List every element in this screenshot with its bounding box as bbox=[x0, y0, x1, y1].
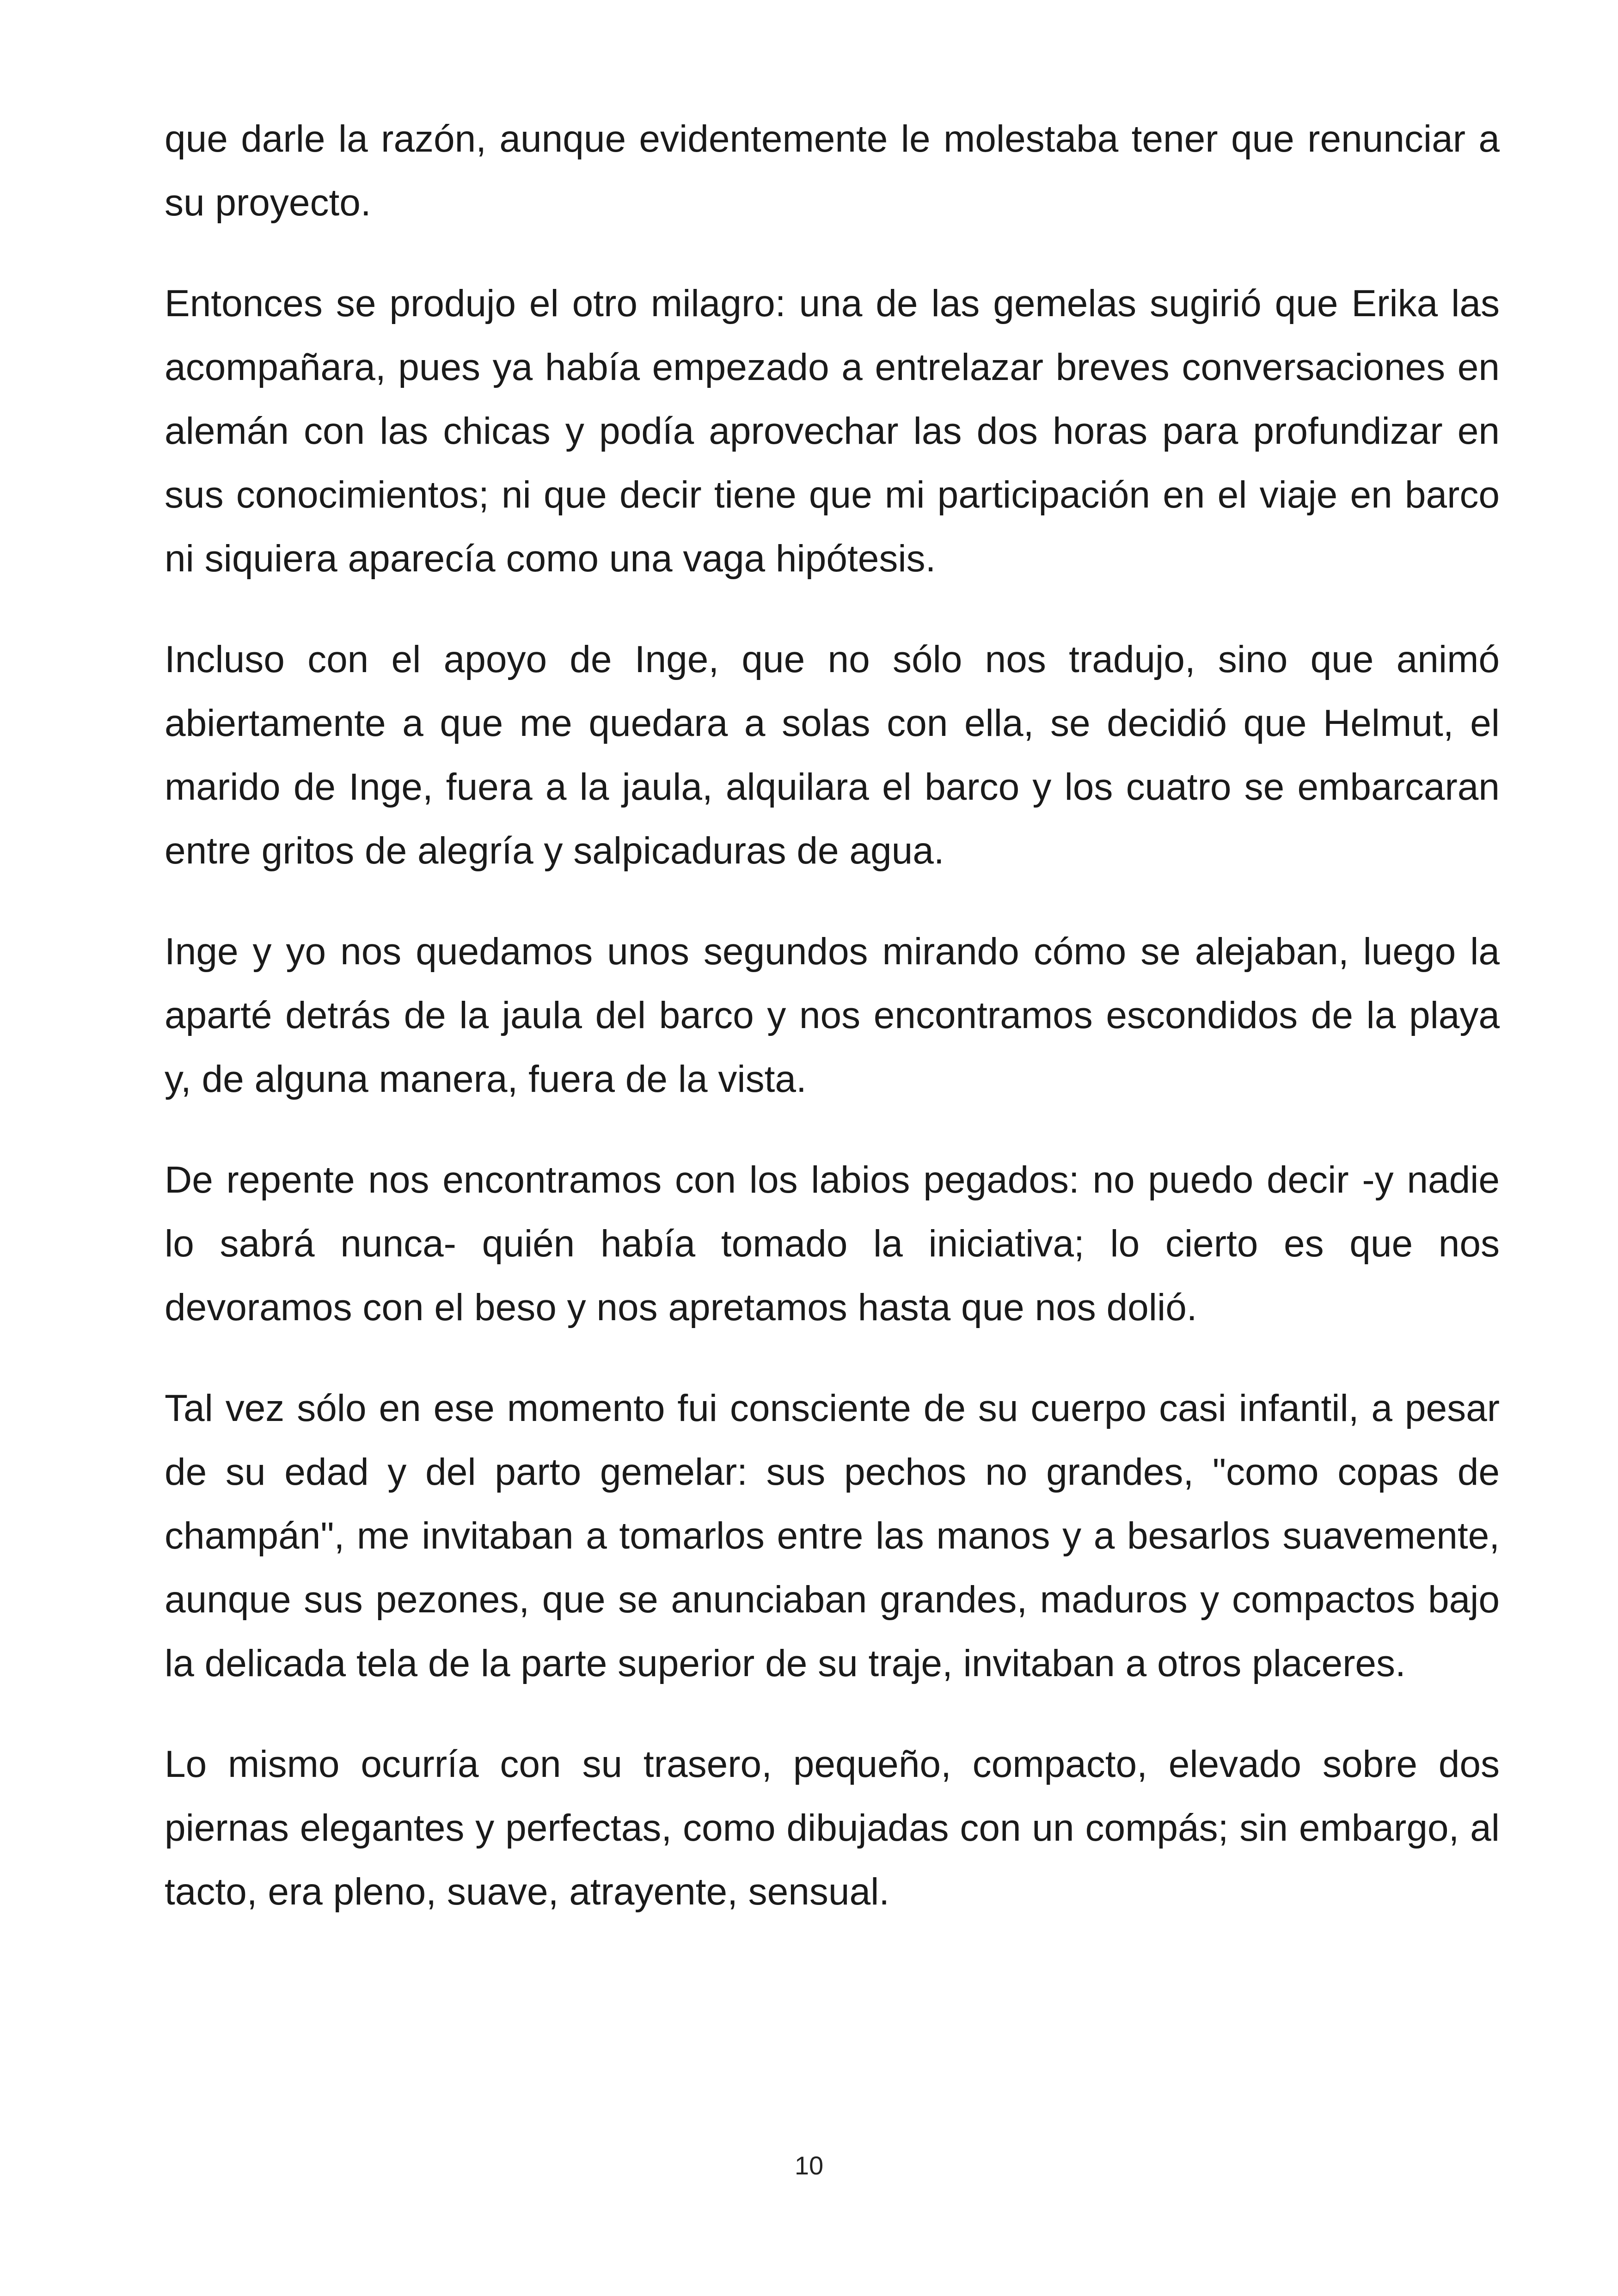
body-text bbox=[165, 107, 1500, 1961]
page-number: 10 bbox=[794, 2151, 824, 2180]
paragraph-7: Lo mismo ocurría con su trasero, pequeño, compacto, elevado sobre dos piernas elegantes y perfectas, como dibujadas con un compás; sin embargo, al tacto, era pleno, suave, atrayente, sensual. bbox=[165, 1743, 1500, 1913]
paragraph-4: Inge y yo nos quedamos unos segundos mirando cómo se alejaban, luego la aparté detrás de la jaula del barco y nos encontramos escondidos de la playa y, de alguna manera, fuera de la vista. bbox=[165, 931, 1500, 1100]
paragraph-2: Entonces se produjo el otro milagro: una de las gemelas sugirió que Erika las acompañara, pues ya había empezado a entrelazar breves conversaciones en alemán con las chicas y podía aprovechar las dos horas para profundizar en sus conocimientos; ni que decir tiene que mi participación en el viaje en barco ni siquiera aparecía como una vaga hipótesis. bbox=[165, 282, 1500, 580]
paragraph-5: De repente nos encontramos con los labios pegados: no puedo decir -y nadie lo sabrá nunca- quién había tomado la iniciativa; lo cierto es que nos devoramos con el beso y nos apretamos hasta que nos dolió. bbox=[165, 1159, 1500, 1329]
paragraph-1: que darle la razón, aunque evidentemente le molestaba tener que renunciar a su proyecto. bbox=[165, 118, 1500, 224]
paragraph-3: Incluso con el apoyo de Inge, que no sólo nos tradujo, sino que animó abiertamente a que me quedara a solas con ella, se decidió que Helmut, el marido de Inge, fuera a la jaula, alquilara el barco y los cuatro se embarcaran entre gritos de alegría y salpicaduras de agua. bbox=[165, 638, 1500, 872]
paragraph-6: Tal vez sólo en ese momento fui consciente de su cuerpo casi infantil, a pesar de su edad y del parto gemelar: sus pechos no grandes, "como copas de champán", me invitaban a tomarlos entre las manos y a besarlos suavemente, aunque sus pezones, que se anunciaban grandes, maduros y compactos bajo la delicada tela de la parte superior de su traje, invitaban a otros placeres. bbox=[165, 1387, 1500, 1684]
